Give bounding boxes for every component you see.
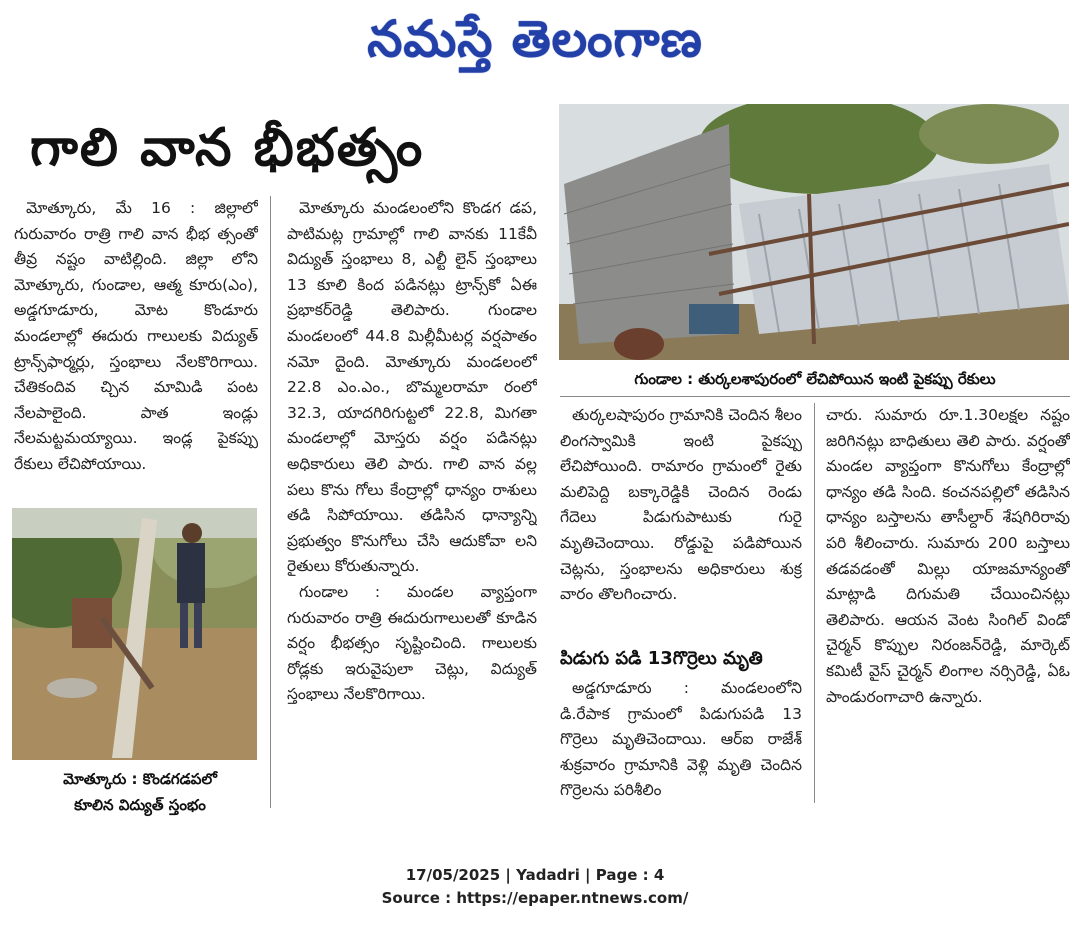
footer-edition-info: 17/05/2025 | Yadadri | Page : 4 [405, 866, 665, 884]
photo1-caption [20, 766, 260, 818]
masthead-title: నమస్తే తెలంగాణ [367, 9, 703, 68]
photo-fallen-pole [12, 508, 257, 760]
caption-divider [560, 396, 1070, 397]
article-subheading: పిడుగు పడి 13గొర్రెలు మృతి [560, 648, 763, 669]
column-2-paragraph-2: గుండాల : మండల వ్యాప్తంగా గురువారం రాత్రి ఈదురుగాలులతో కూడిన వర్షం భీభత్సం సృష్టించింది. గాలులకు రోడ్లకు ఇరువైపులా చెట్లు, విద్యుత్ స్తంభాలు నేలకొరిగాయి. [287, 582, 537, 704]
column-divider [270, 196, 271, 808]
column-4-text: చారు. సుమారు రూ.1.30లక్షల నష్టం జరిగినట్లు బాధితులు తెలి పారు. వర్షంతో మండల వ్యాప్తంగా కొనుగోలు కేంద్రాల్లో ధాన్యం తడి సింది. కంచనపల్లిలో తడిసిన ధాన్యం బస్తాలను తాసీల్దార్ శేషగిరిరావు పరి శీలించారు. సుమారు 200 బస్తాలు తడవడంతో మిల్లు యాజమాన్యంతో మాట్లాడి దిగుమతి చేయించినట్లు తెలిపారు. ఆయన వెంట సింగిల్ విండో చైర్మన్ కొప్పుల నిరంజన్‌రెడ్డి, మార్కెట్ కమిటీ వైస్ చైర్మన్ లింగాల నర్సిరెడ్డి, ఏఓ పాండురంగాచారి ఉన్నారు. [826, 406, 1070, 706]
footer-source: Source : https://epaper.ntnews.com/ [381, 889, 689, 907]
article-column-3 [560, 403, 802, 643]
photo1-caption-line2: కూలిన విద్యుత్ స్తంభం [74, 796, 206, 814]
column-3-text: తుర్కలషాపురం గ్రామానికి చెందిన శీలం లింగస్వామికి ఇంటి పైకప్పు లేచిపోయింది. రామారం గ్రామంలో రైతు మలిపెద్ది బక్కారెడ్డికి చెందిన రెండు గేదెలు పిడుగుపాటుకు గురై మృతిచెందాయి. రోడ్డుపై పడిపోయిన చెట్లను, స్తంభాలను అధికారులు శుక్ర వారం తొలగించారు. [560, 406, 802, 604]
article-headline: గాలి వాన భీభత్సం [30, 117, 425, 178]
column-2-paragraph-1: మోత్కూరు మండలంలోని కొండగ డప, పాటిమట్ల గ్రామాల్లో గాలి వానకు 11కేవీ విద్యుత్ స్తంభాలు 8, ఎల్టీ లైన్ స్తంభాలు 13 కూలి కింద పడినట్లు ట్రాన్స్‌కో ఏఈ ప్రభాకర్‌రెడ్డి తెలిపారు. గుండాల మండలంలో 44.8 మిల్లీమీటర్ల వర్షపాతం నమో దైంది. మోత్కూరు మండలంలో 22.8 ఎం.ఎం., బొమ్మలరామా రంలో 32.3, యాదగిరిగుట్టలో 22.8, మిగతా మండలాల్లో మోస్తరు వర్షం పడినట్లు అధికారులు తెలి పారు. గాలి వాన వల్ల పలు కొను గోలు కేంద్రాల్లో ధాన్యం రాశులు తడి సిపోయాయి. తడిసిన ధాన్యాన్ని ప్రభుత్వం కొనుగోలు చేసి ఆదుకోవా లని రైతులు కోరుతున్నారు. [287, 199, 537, 576]
column-3b-text: అడ్డగూడూరు : మండలంలోని డి.రేపాక గ్రామంలో పిడుగుపడి 13 గొర్రెలు మృతిచెందాయి. ఆర్ఐ రాజేశ్ శుక్రవారం గ్రామానికి వెళ్లి మృతి చెందిన గొర్రెలను పరిశీలిం [560, 679, 802, 800]
column-1-text: మోత్కూరు, మే 16 : జిల్లాలో గురువారం రాత్రి గాలి వాన భీభ త్సంతో తీవ్ర నష్టం వాటిల్లింది. జిల్లా లోని మోత్కూరు, గుండాల, ఆత్మ కూరు(ఎం), అడ్డగూడూరు, మోట కొండూరు మండలాల్లో ఈదురు గాలులకు విద్యుత్ ట్రాన్స్‌ఫార్మర్లు, స్తంభాలు నేలకొరిగాయి. చేతికందివ చ్చిన మామిడి పంట నేలపాలైంది. పాత ఇండ్లు నేలమట్టమయ్యాయి. ఇండ్ల పైకప్పు రేకులు లేచిపోయాయి. [14, 199, 258, 473]
photo-collapsed-roof [559, 104, 1069, 360]
article-column-1 [14, 196, 258, 506]
column-divider [814, 403, 815, 803]
article-column-2 [287, 196, 537, 816]
article-column-4 [826, 403, 1070, 803]
photo2-caption: గుండాల : తుర్కలశాపురంలో లేచిపోయిన ఇంటి పైకప్పు రేకులు [634, 370, 996, 388]
article-column-3-continued [560, 676, 802, 816]
photo1-caption-line1: మోత్కూరు : కొండగడపలో [63, 770, 217, 788]
